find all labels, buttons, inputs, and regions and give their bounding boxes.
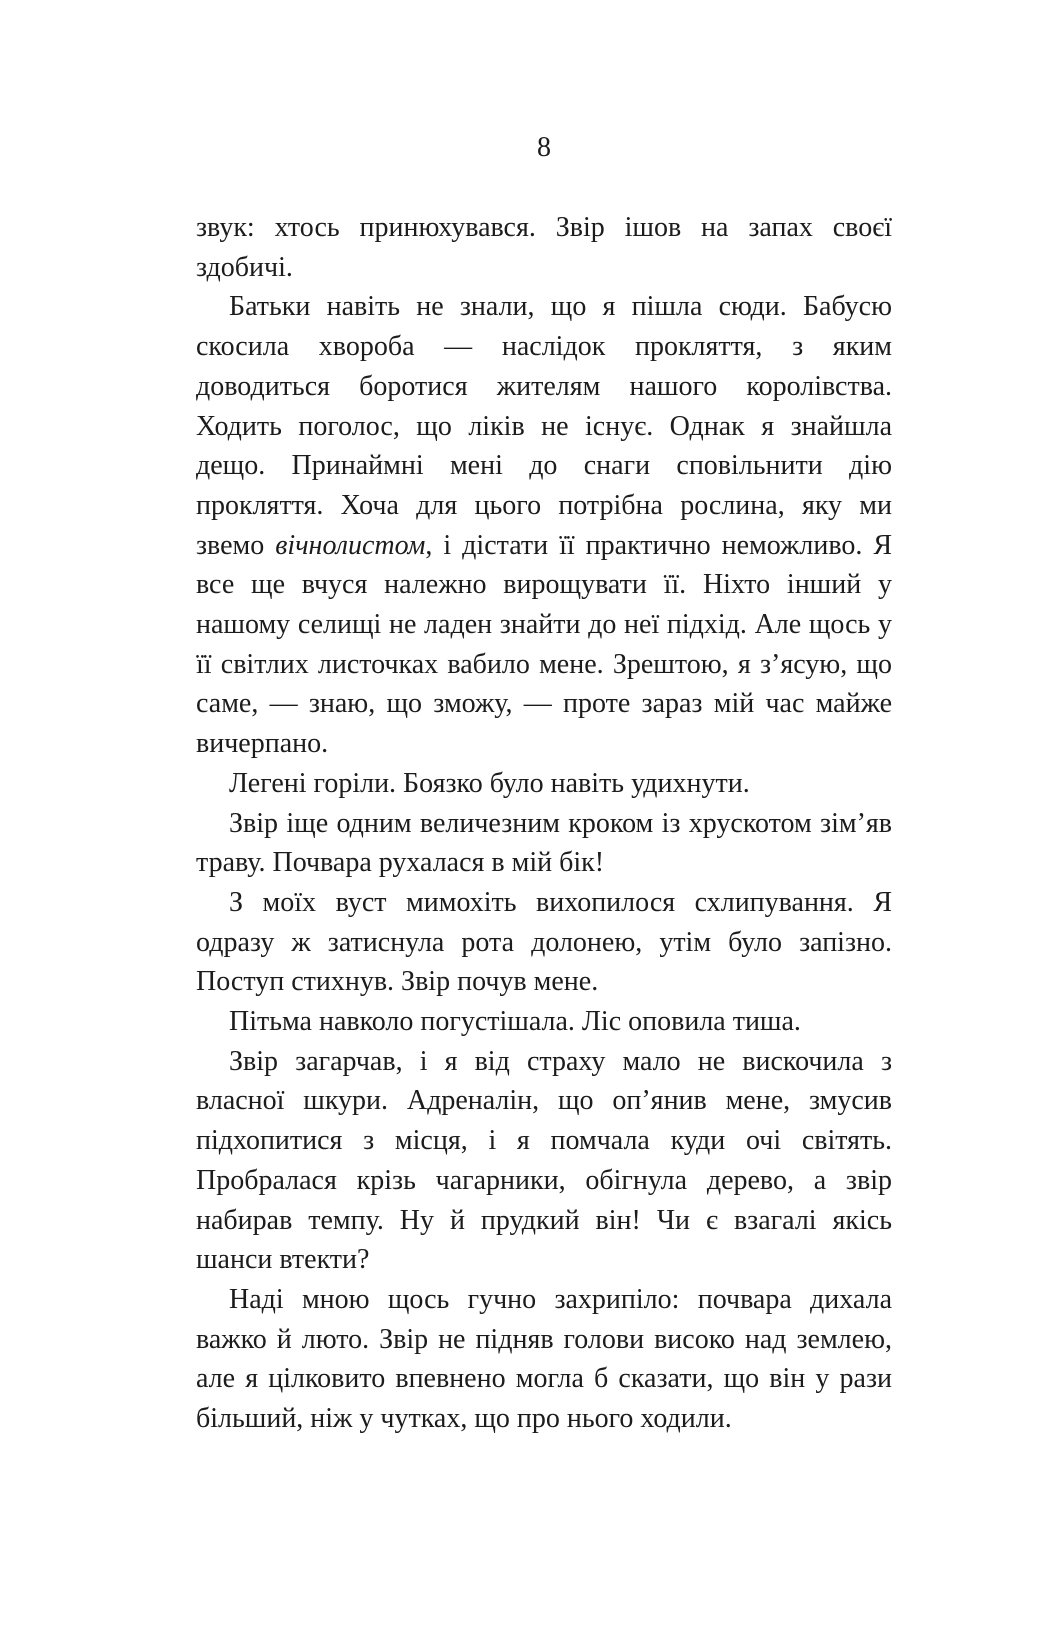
text-segment: звук: хтось принюхувався. Звір ішов на запах своєї здобичі. <box>196 212 892 283</box>
body-text <box>196 208 892 1439</box>
paragraph <box>196 1280 892 1439</box>
paragraph <box>196 764 892 804</box>
paragraph <box>196 1002 892 1042</box>
page-number: 8 <box>537 132 551 163</box>
text-segment: , і дістати її практично неможливо. Я все ще вчуся належно вирощувати її. Ніхто інший у нашому селищі не ладен знайти до неї підхід. Але щось у її світлих листочках вабило мене. Зрештою, я з’ясую, що саме, — знаю, що зможу, — проте зараз мій час майже вичерпано. <box>196 529 893 760</box>
paragraph <box>196 1042 892 1280</box>
text-segment: Звір загарчав, і я від страху мало не вискочила з власної шкури. Адреналін, що оп’янив мене, змусив підхопитися з місця, і я помчала куди очі світять. Пробралася крізь чагарники, обігнула дерево, а звір набирав темпу. Ну й прудкий він! Чи є взагалі якісь шанси втекти? <box>196 1045 892 1276</box>
paragraph <box>196 804 892 883</box>
paragraph <box>196 287 892 763</box>
text-segment: Легені горіли. Боязко було навіть удихнути. <box>229 767 750 799</box>
italic-term: вічнолистом <box>275 529 426 561</box>
text-segment: Батьки навіть не знали, що я пішла сюди. Бабусю скосила хвороба — наслідок прокляття, з яким доводиться боротися жителям нашого королівства. Ходить поголос, що ліків не існує. Однак я знайшла дещо. Принаймні мені до снаги сповільнити дію прокляття. Хоча для цього потрібна рослина, яку ми звемо <box>196 291 892 561</box>
text-segment: Наді мною щось гучно захрипіло: почвара дихала важко й люто. Звір не підняв голови високо над землею, але я цілковито впевнено могла б сказати, що він у рази більший, ніж у чутках, що про нього ходили. <box>196 1283 892 1435</box>
text-segment: Звір іще одним величезним кроком із хрускотом зім’яв траву. Почвара рухалася в мій бік! <box>196 807 892 879</box>
text-segment: Пітьма навколо погустішала. Ліс оповила тиша. <box>229 1006 801 1038</box>
paragraph <box>196 883 892 1002</box>
paragraph <box>196 208 892 287</box>
text-segment: З моїх вуст мимохіть вихопилося схлипування. Я одразу ж затиснула рота долонею, утім було запізно. Поступ стихнув. Звір почув мене. <box>196 886 892 998</box>
